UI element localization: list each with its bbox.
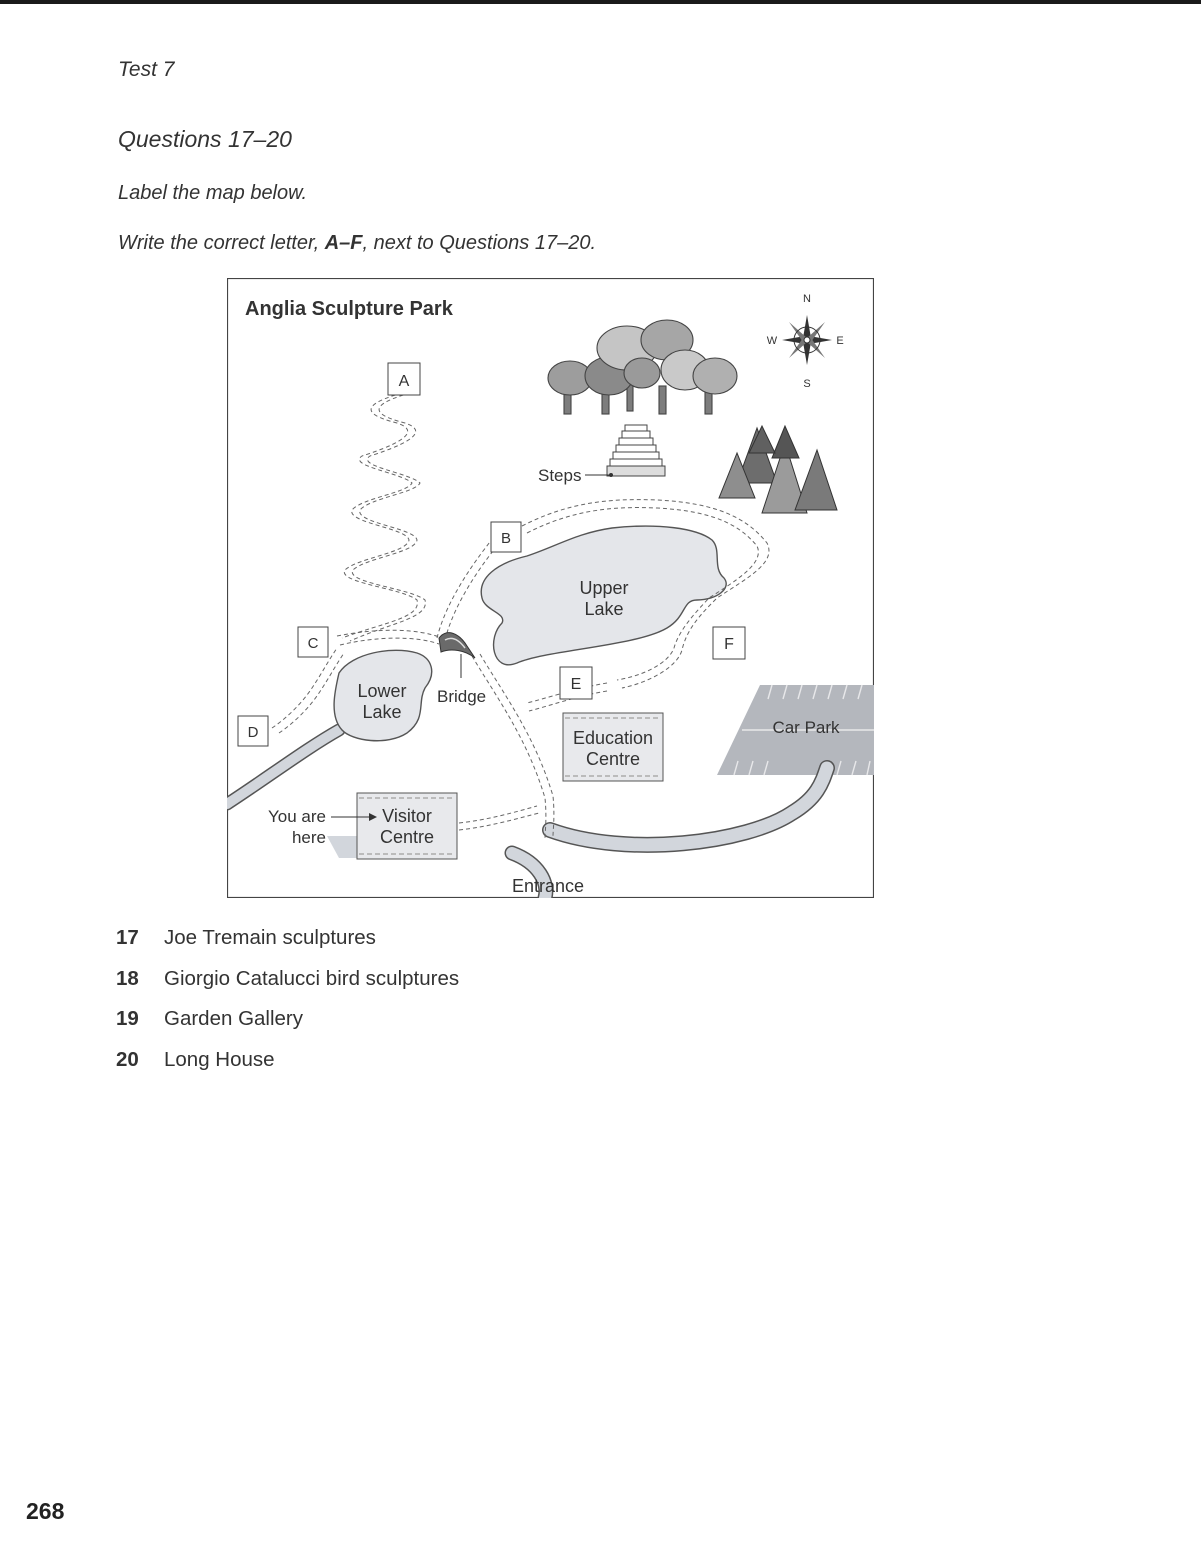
question-list bbox=[116, 926, 459, 1088]
letter-e: E bbox=[570, 676, 582, 693]
question-number: 17 bbox=[116, 926, 139, 949]
question-text: Garden Gallery bbox=[164, 1007, 304, 1030]
lower-lake-label-1: Lower bbox=[357, 681, 407, 701]
question-item bbox=[116, 967, 459, 1008]
page-header: Test 7 bbox=[118, 58, 175, 81]
page-number: 268 bbox=[26, 1498, 65, 1524]
letter-a: A bbox=[398, 373, 410, 390]
top-rule bbox=[0, 0, 1201, 4]
compass-south-label: S bbox=[803, 378, 811, 390]
entrance-label: Entrance bbox=[511, 876, 585, 896]
park-map bbox=[227, 278, 874, 898]
instruction-label-map: Label the map below. bbox=[118, 182, 308, 204]
compass-east-label: E bbox=[836, 335, 844, 347]
compass-north-label: N bbox=[803, 293, 811, 305]
car-park-label: Car Park bbox=[772, 718, 840, 737]
question-number: 19 bbox=[116, 1007, 139, 1030]
instruction-write-letter: Write the correct letter, A–F, next to Questions 17–20. bbox=[118, 232, 597, 254]
letter-c: C bbox=[307, 635, 319, 652]
you-are-here-label-1: You are bbox=[268, 807, 326, 826]
education-centre-label-2: Centre bbox=[585, 749, 641, 769]
education-centre-label-1: Education bbox=[572, 728, 654, 748]
letter-b: B bbox=[500, 530, 512, 547]
map-title: Anglia Sculpture Park bbox=[245, 298, 453, 320]
question-item bbox=[116, 1007, 459, 1048]
upper-lake-label-2: Lake bbox=[584, 599, 624, 619]
question-text: Giorgio Catalucci bird sculptures bbox=[164, 966, 460, 990]
you-are-here-label-2: here bbox=[291, 828, 326, 847]
visitor-centre-label-2: Centre bbox=[379, 827, 435, 847]
compass-rose-icon bbox=[782, 315, 832, 365]
letter-f: F bbox=[724, 636, 734, 653]
letter-d: D bbox=[247, 724, 259, 741]
question-item bbox=[116, 926, 459, 967]
upper-lake-label-1: Upper bbox=[579, 578, 629, 598]
question-number: 18 bbox=[116, 966, 139, 990]
steps-label: Steps bbox=[538, 466, 582, 485]
compass-west-label: W bbox=[766, 335, 778, 347]
question-number: 20 bbox=[116, 1047, 139, 1071]
question-text: Long House bbox=[164, 1047, 275, 1071]
question-text: Joe Tremain sculptures bbox=[164, 926, 376, 949]
bridge-label: Bridge bbox=[437, 687, 487, 706]
lower-lake-label-2: Lake bbox=[362, 702, 402, 722]
section-title: Questions 17–20 bbox=[118, 126, 292, 152]
visitor-centre-label-1: Visitor bbox=[382, 806, 432, 826]
question-item bbox=[116, 1048, 459, 1089]
